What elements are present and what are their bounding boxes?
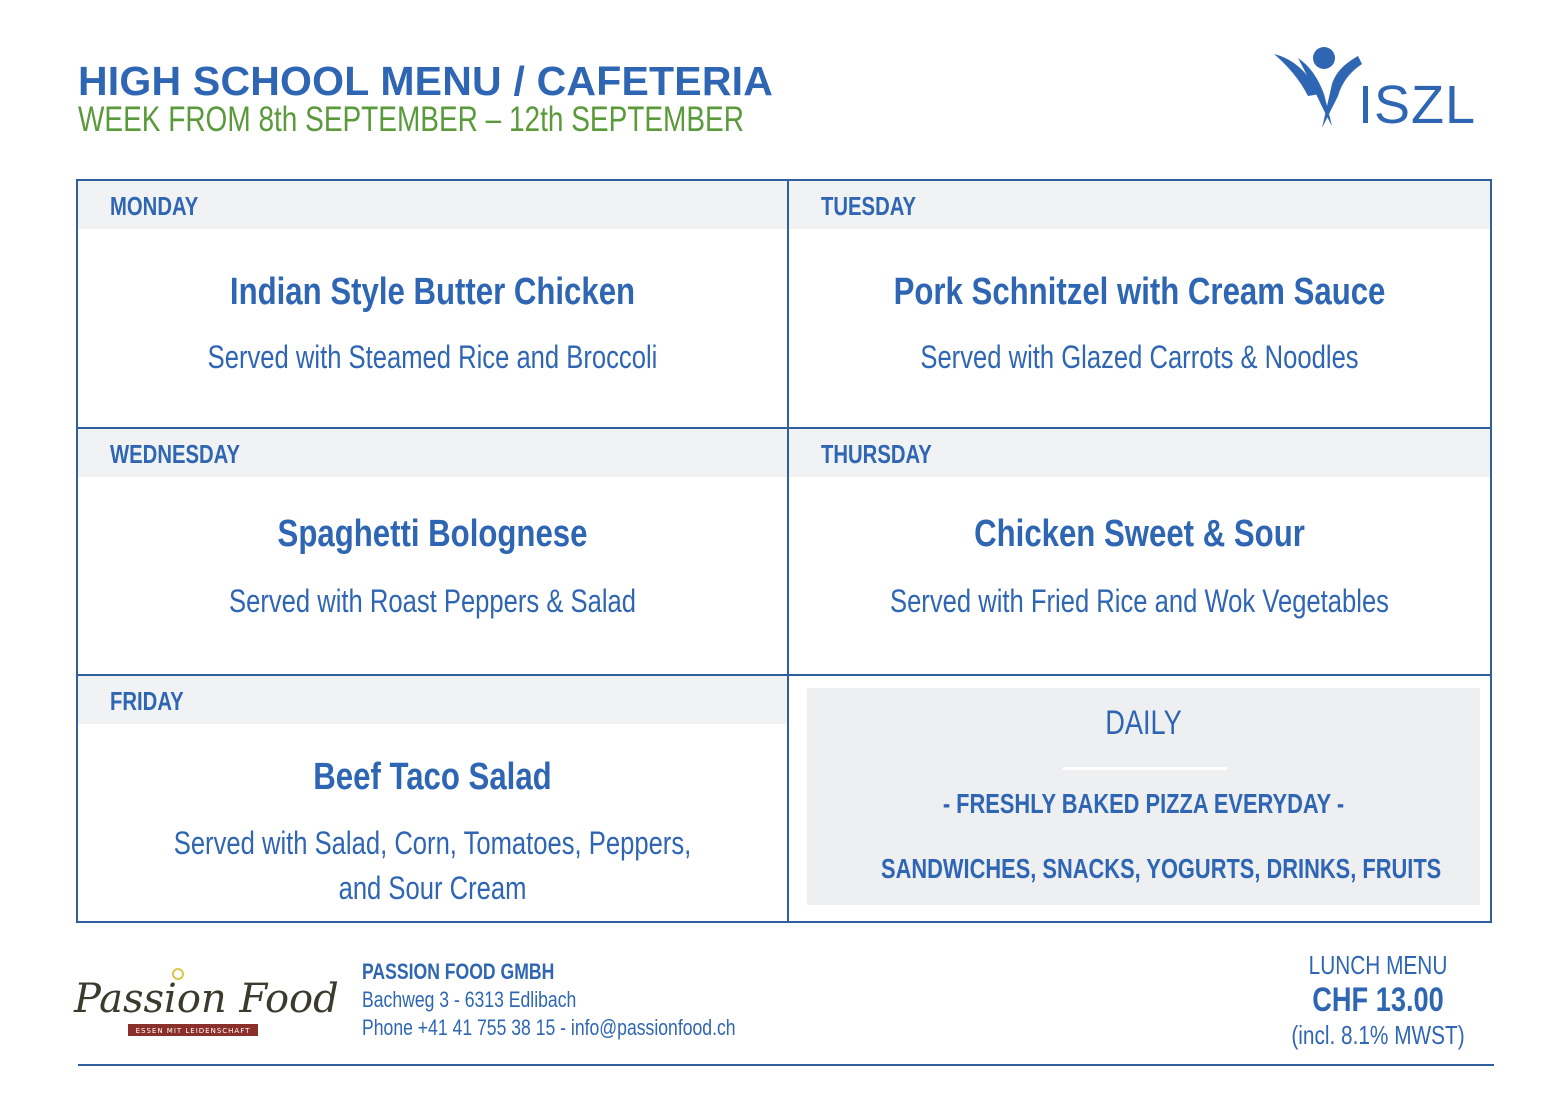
day-header	[789, 181, 1490, 229]
day-header	[78, 676, 787, 724]
weekly-menu-grid	[76, 179, 1492, 923]
dish-name: Spaghetti Bolognese	[277, 513, 588, 555]
menu-cell-daily	[787, 674, 1490, 921]
dish-side-line-2: and Sour Cream	[338, 870, 527, 906]
dish-side: Served with Roast Peppers & Salad	[229, 583, 636, 619]
daily-box	[807, 688, 1480, 905]
company-name: PASSION FOOD GMBH	[362, 959, 555, 984]
company-address: Bachweg 3 - 6313 Edlibach	[362, 987, 577, 1012]
iszl-logo-text: ISZL	[1358, 75, 1477, 135]
footer-divider	[78, 1064, 1494, 1066]
dish-side: Served with Glazed Carrots & Noodles	[920, 339, 1359, 375]
week-subtitle: WEEK FROM 8th SEPTEMBER – 12th SEPTEMBER	[78, 100, 744, 139]
company-info	[362, 958, 736, 1042]
daily-pizza-line: - FRESHLY BAKED PIZZA EVERYDAY -	[942, 788, 1345, 819]
passion-food-tagline: ESSEN MIT LEIDENSCHAFT	[135, 1027, 251, 1035]
daily-divider	[1063, 767, 1227, 770]
daily-title: DAILY	[1105, 704, 1182, 742]
menu-cell-monday	[78, 181, 787, 427]
menu-cell-tuesday	[787, 181, 1490, 427]
lunch-label: LUNCH MENU	[1308, 950, 1448, 980]
dish-name: Pork Schnitzel with Cream Sauce	[893, 271, 1386, 313]
dish-side: Served with Fried Rice and Wok Vegetables	[890, 583, 1389, 619]
menu-cell-friday	[78, 674, 787, 921]
day-label-monday: MONDAY	[110, 191, 199, 221]
lunch-price-block	[1288, 950, 1467, 1050]
company-contact: Phone +41 41 755 38 15 - info@passionfood.ch	[362, 1015, 736, 1040]
dish-side-line-1: Served with Salad, Corn, Tomatoes, Peppers,	[173, 825, 692, 861]
day-label-thursday: THURSDAY	[821, 439, 932, 469]
day-header	[78, 181, 787, 229]
page-title: HIGH SCHOOL MENU / CAFETERIA	[78, 58, 774, 104]
lunch-tax-note: (incl. 8.1% MWST)	[1291, 1020, 1465, 1050]
day-label-wednesday: WEDNESDAY	[110, 439, 240, 469]
day-label-friday: FRIDAY	[110, 686, 184, 716]
menu-cell-wednesday	[78, 427, 787, 674]
dish-side: Served with Steamed Rice and Broccoli	[207, 339, 658, 375]
day-label-tuesday: TUESDAY	[821, 191, 917, 221]
dish-name: Chicken Sweet & Sour	[974, 513, 1305, 555]
day-header	[78, 429, 787, 477]
lunch-price: CHF 13.00	[1312, 981, 1444, 1019]
passion-food-logo-icon	[70, 962, 339, 1042]
dish-name: Beef Taco Salad	[313, 756, 552, 798]
daily-items-line: SANDWICHES, SNACKS, YOGURTS, DRINKS, FRUITS	[881, 853, 1442, 884]
passion-food-logo-text: Passion Food	[74, 976, 339, 1022]
menu-cell-thursday	[787, 427, 1490, 674]
day-header	[789, 429, 1490, 477]
dish-name: Indian Style Butter Chicken	[229, 271, 636, 313]
